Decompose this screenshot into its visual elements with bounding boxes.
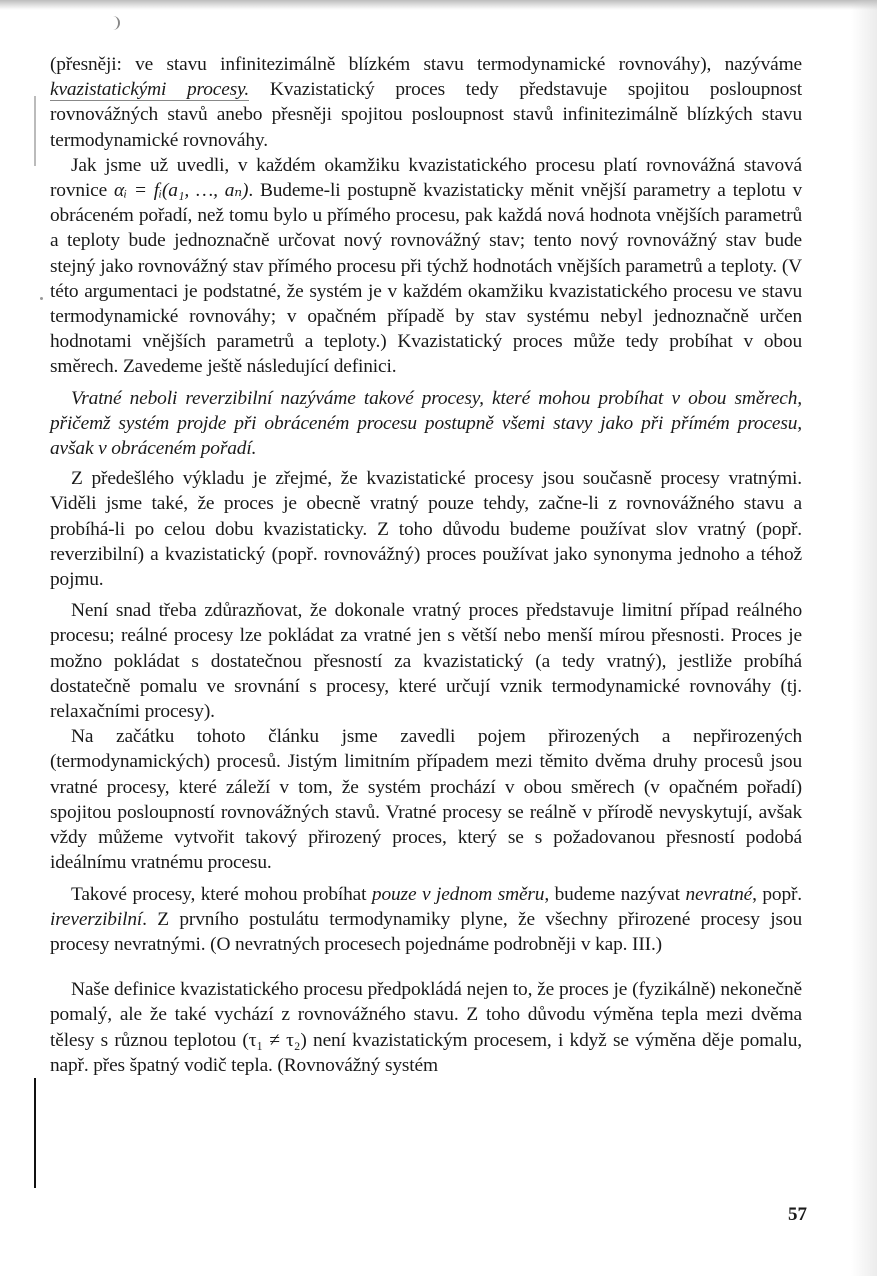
- text-segment: , popř.: [752, 883, 802, 905]
- scan-edge-top: [0, 0, 877, 10]
- emphasis-text: pouze v jednom směru: [371, 883, 545, 905]
- pencil-margin-mark: [34, 96, 36, 166]
- text-segment: Kvazistatický proces tedy představuje spojitou posloupnost rovnovážných stavů anebo přesněji spojitou posloupnost stavů infinitezimálně blízkých stavu termodynamické rovnováhy.: [50, 79, 802, 151]
- term-ireverzibilni: ireverzibilní: [50, 908, 143, 930]
- page-number: 57: [788, 1204, 807, 1225]
- definition-reversible: [50, 386, 802, 462]
- page-body: [50, 52, 802, 1078]
- definition-text: Vratné neboli reverzibilní nazýváme takové procesy, které mohou probíhat v obou směrech, přičemž systém projde při obráceném procesu postupně všemi stavy jako při přímém procesu, avšak v obráceném pořadí.: [50, 387, 802, 460]
- paragraph-1: [50, 52, 802, 153]
- text-segment: Z předešlého výkladu je zřejmé, že kvazistatické procesy jsou současně procesy vratnými. Viděli jsme také, že proces je obecně vratný pouze tehdy, začne-li z rovnovážného stavu a probíhá-li po celou dobu kvazistaticky. Z toho důvodu budeme používat slov vratný (popř. reverzibilní) a kvazistatický (popř. rovnovážný) proces používat jako synonyma jednoho a téhož pojmu.: [50, 468, 802, 591]
- margin-dot: [40, 297, 43, 300]
- paragraph-7: [50, 882, 802, 958]
- text-segment: , budeme nazývat: [544, 883, 686, 905]
- text-segment: Jak jsme už uvedli, v každém okamžiku kvazistatického procesu platí rovnovážná stavová rovnice: [50, 154, 802, 202]
- text-segment: Není snad třeba zdůrazňovat, že dokonale vratný proces představuje limitní případ reálného procesu; reálné procesy lze pokládat za vratné jen s větší nebo menší mírou přesnosti. Proces je možno pokládat s dostatečnou přesností za kvazistatický (a tedy vratný), jestliže probíhá dostatečně pomalu ve srovnání s procesy, které určují vznik termodynamické rovnováhy (tj. relaxačními procesy).: [50, 600, 802, 723]
- text-segment: Naše definice kvazistatického procesu předpokládá nejen to, že proces je (fyzikálně) nekonečně pomalý, ale že také vychází z rovnovážného stavu. Z toho důvodu výměna tepla mezi dvěma tělesy s různou teplotou (τ₁ ≠ τ₂) není kvazistatickým procesem, i když se výměna děje pomalu, např. přes špatný vodič tepla. (Rovnovážný systém: [50, 979, 802, 1076]
- text-segment: . Z prvního postulátu termodynamiky plyne, že všechny přirozené procesy jsou procesy nevratnými. (O nevratných procesech pojednáme podrobněji v kap. III.): [50, 908, 802, 955]
- paragraph-8: [50, 977, 802, 1078]
- margin-sidebar-line: [34, 1078, 36, 1188]
- paragraph-6: [50, 724, 802, 875]
- paragraph-4: [50, 466, 802, 592]
- text-segment: . Budeme-li postupně kvazistaticky měnit vnější parametry a teplotu v obráceném pořadí, než tomu bylo u přímého procesu, pak každá nová hodnota vnějších parametrů a teploty bude jednoznačně určovat nový rovnovážný stav; tento nový rovnovážný stav bude stejný jako rovnovážný stav přímého procesu při týchž hodnotách vnějších parametrů a teploty. (V této argumentaci je podstatné, že systém je v každém okamžiku kvazistatického procesu ve stavu termodynamické rovnováhy; v opačném případě by stav systému nebyl jednoznačně určen hodnotami vnějších parametrů a teploty.) Kvazistatický proces může tedy probíhat v obou směrech. Zavedeme ještě následující definici.: [50, 180, 802, 378]
- text-segment: (přesněji: ve stavu infinitezimálně blízkém stavu termodynamické rovnováhy), nazýváme: [50, 54, 802, 75]
- term-nevratne: nevratné: [685, 883, 753, 905]
- text-segment: Na začátku tohoto článku jsme zavedli pojem přirozených a nepřirozených (termodynamických) procesů. Jistým limitním případem mezi těmito dvěma druhy procesů jsou vratné procesy, které záleží v tom, že systém prochází v obou směrech (v opačném pořadí) spojitou posloupností rovnovážných stavů. Vratné procesy se reálně v přírodě nevyskytují, avšak vždy můžeme vytvořit takový přirozený proces, který se s požadovanou přesností podobá ideálnímu vratnému procesu.: [50, 726, 802, 874]
- equation-state: αᵢ = fᵢ(a₁, …, aₙ): [114, 180, 249, 202]
- text-segment: Takové procesy, které mohou probíhat: [71, 883, 372, 905]
- paragraph-5: [50, 598, 802, 724]
- scan-edge-right: [851, 0, 877, 1276]
- paragraph-2: [50, 153, 802, 380]
- scan-smudge-mark: [112, 16, 120, 30]
- term-kvazistaticke-procesy: kvazistatickými procesy.: [50, 79, 250, 101]
